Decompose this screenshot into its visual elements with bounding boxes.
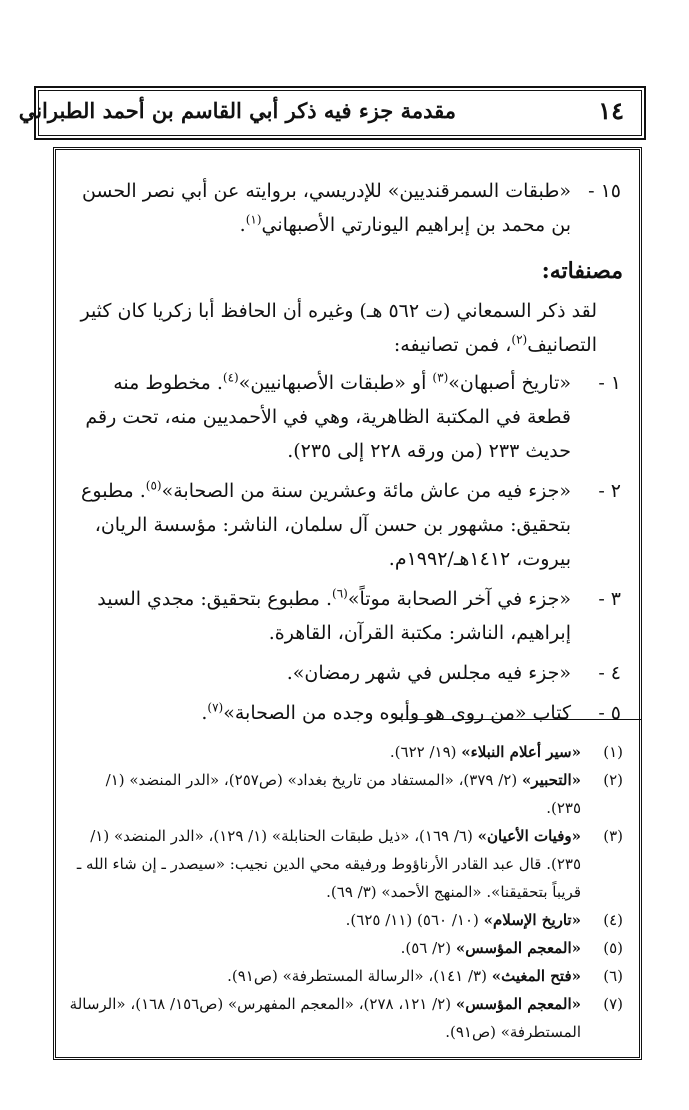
item-title: كتاب «من روى هو وأبوه وجده من الصحابة» bbox=[223, 702, 571, 724]
footnote-source: «المعجم المؤسس» bbox=[455, 995, 581, 1013]
footnote-source: «فتح المغيث» bbox=[491, 967, 581, 985]
item-number: ٥ - bbox=[598, 702, 621, 724]
footnote-number: (٢) bbox=[603, 771, 623, 789]
list-item bbox=[67, 174, 623, 242]
item-number: ١ - bbox=[598, 372, 621, 394]
list-item bbox=[67, 656, 623, 690]
footnote bbox=[67, 962, 623, 990]
item-number: ١٥ - bbox=[588, 180, 621, 202]
footnote bbox=[67, 738, 623, 766]
footnote-number: (٣) bbox=[603, 827, 623, 845]
footnote-ref: (٢) bbox=[511, 332, 528, 347]
footnote bbox=[67, 906, 623, 934]
item-description: . مطبوع بتحقيق: مشهور بن حسن آل سلمان، الناشر: مؤسسة الريان، بيروت، ١٤١٢هـ/١٩٩٢م. bbox=[81, 480, 571, 570]
footnote-source: «تاريخ الإسلام» bbox=[483, 911, 581, 929]
intro-end: ، فمن تصانيفه: bbox=[393, 334, 512, 356]
footnote-ref: (٥) bbox=[145, 478, 162, 493]
footnote-ref: (١) bbox=[245, 212, 262, 227]
footnote-source: «التحبير» bbox=[521, 771, 581, 789]
footnote-ref: (٣) bbox=[432, 370, 449, 385]
footnote-ref: (٧) bbox=[207, 700, 224, 715]
footnote-number: (٧) bbox=[603, 995, 623, 1013]
footnote-source: «وفيات الأعيان» bbox=[477, 827, 581, 845]
footnote-number: (٦) bbox=[603, 967, 623, 985]
section-heading: مصنفاته: bbox=[541, 258, 623, 284]
footnote-source: «سير أعلام النبلاء» bbox=[461, 743, 581, 761]
footnote-text: (٢/ ٥٦). bbox=[400, 939, 456, 957]
footnote bbox=[67, 990, 623, 1046]
list-item bbox=[67, 696, 623, 730]
main-text bbox=[67, 170, 623, 736]
item-title: «تاريخ أصبهان» bbox=[448, 372, 571, 394]
footnote-divider bbox=[396, 719, 642, 720]
item-description: . مطبوع بتحقيق: مجدي السيد إبراهيم، الناشر: مكتبة القرآن، القاهرة. bbox=[97, 588, 571, 644]
intro-paragraph bbox=[67, 294, 623, 362]
item-text: «طبقات السمرقنديين» للإدريسي، بروايته عن أبي نصر الحسن بن محمد بن إبراهيم اليونارتي الأصبهاني bbox=[81, 180, 571, 236]
item-description: . مخطوط منه قطعة في المكتبة الظاهرية، وهي في الأحمديين منه، تحت رقم حديث ٢٣٣ (من ورقه ٢٢٨ إلى ٢٣٥). bbox=[85, 372, 571, 462]
item-number: ٣ - bbox=[598, 588, 621, 610]
footnote-text: (٢/ ١٢١، ٢٧٨)، «المعجم المفهرس» (ص١٥٦/ ١٦٨)، «الرسالة المستطرفة» (ص٩١). bbox=[69, 995, 581, 1041]
footnote-text: (٦/ ١٦٩)، «ذيل طبقات الحنابلة» (١/ ١٢٩)، «الدر المنضد» (١/ ٢٣٥). قال عبد القادر الأرناؤوط ورفيقه محي الدين نجيب: «سيصدر ـ إن شاء الله ـ قريباً بتحقيقنا». «المنهج الأحمد» (٣/ ٦٩). bbox=[76, 827, 581, 901]
footnote bbox=[67, 934, 623, 962]
item-end: . bbox=[239, 214, 246, 236]
footnote-text: (١٠/ ٥٦٠) (١١/ ٦٢٥). bbox=[345, 911, 484, 929]
footnote-number: (١) bbox=[603, 743, 623, 761]
item-number: ٢ - bbox=[598, 480, 621, 502]
footnote bbox=[67, 822, 623, 906]
item-title: «جزء فيه مجلس في شهر رمضان». bbox=[286, 662, 571, 684]
item-title: «جزء فيه من عاش مائة وعشرين سنة من الصحابة» bbox=[161, 480, 571, 502]
footnote-number: (٤) bbox=[603, 911, 623, 929]
footnote-number: (٥) bbox=[603, 939, 623, 957]
item-number: ٤ - bbox=[598, 662, 621, 684]
list-item bbox=[67, 366, 623, 468]
footnote bbox=[67, 766, 623, 822]
footnote-source: «المعجم المؤسس» bbox=[455, 939, 581, 957]
list-item bbox=[67, 474, 623, 576]
list-item bbox=[67, 582, 623, 650]
footnote-ref: (٦) bbox=[332, 586, 348, 601]
footnote-text: (٣/ ١٤١)، «الرسالة المستطرفة» (ص٩١). bbox=[227, 967, 492, 985]
item-description: . bbox=[201, 702, 208, 724]
footnote-text: (٢/ ٣٧٩)، «المستفاد من تاريخ بغداد» (ص٢٥٧)، «الدر المنضد» (١/ ٢٣٥). bbox=[105, 771, 581, 817]
intro-text: لقد ذكر السمعاني (ت ٥٦٢ هـ) وغيره أن الحافظ أبا زكريا كان كثير التصانيف bbox=[80, 300, 597, 356]
footnotes bbox=[67, 738, 623, 1046]
running-title: مقدمة جزء فيه ذكر أبي القاسم بن أحمد الطبراني bbox=[18, 98, 456, 123]
footnote-text: (١٩/ ٦٢٢). bbox=[389, 743, 462, 761]
item-title-alt: أو «طبقات الأصبهانيين» bbox=[238, 372, 433, 394]
item-title: «جزء في آخر الصحابة موتاً» bbox=[347, 588, 571, 610]
footnote-ref: (٤) bbox=[222, 370, 239, 385]
page-number: ١٤ bbox=[598, 96, 624, 125]
running-header bbox=[18, 86, 646, 140]
